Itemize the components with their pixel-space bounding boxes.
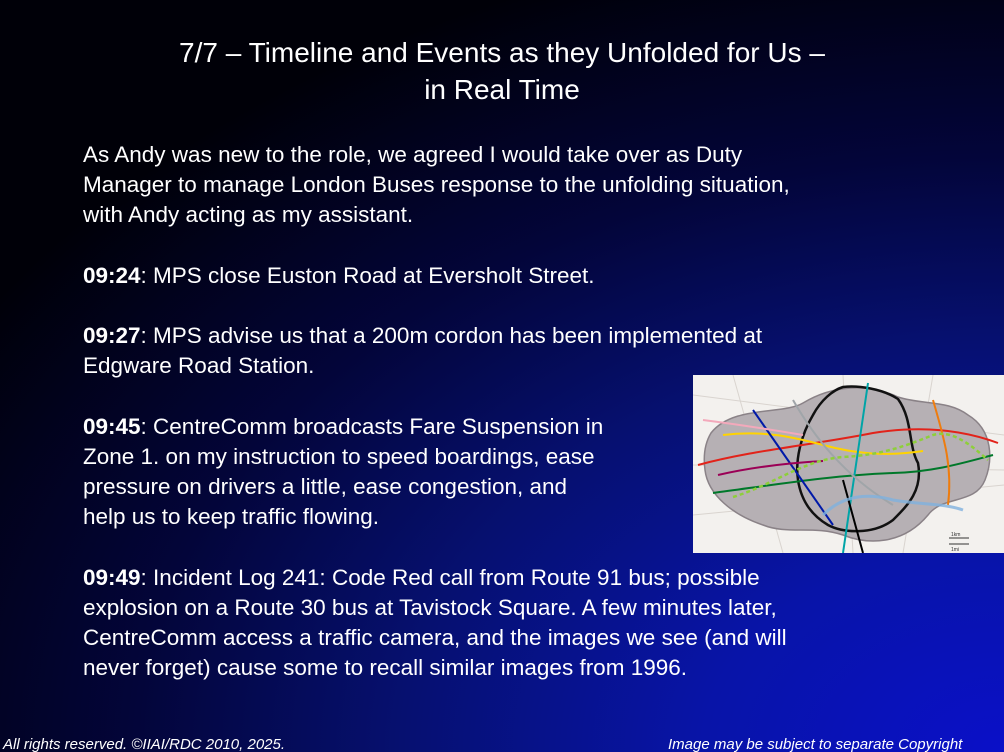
intro-line: with Andy acting as my assistant. (83, 202, 414, 228)
event-text: : MPS close Euston Road at Eversholt Street. (140, 262, 595, 288)
event-time: 09:24 (83, 262, 141, 288)
intro-line: Manager to manage London Buses response to the unfolding situation, (83, 172, 790, 198)
event-text: explosion on a Route 30 bus at Tavistock Square. A few minutes later, (83, 594, 777, 620)
event-text: : CentreComm broadcasts Fare Suspension in (140, 413, 604, 439)
footer-copyright: All rights reserved. ©IIAI/RDC 2010, 2025. (3, 736, 286, 752)
event-0924 (83, 261, 903, 291)
event-0945 (83, 412, 683, 533)
event-text: Edgware Road Station. (83, 353, 315, 379)
event-0927 (83, 321, 903, 381)
map-scale-km: 1km (951, 532, 961, 538)
intro-paragraph (83, 140, 903, 231)
event-text: : Incident Log 241: Code Red call from Route 91 bus; possible (140, 564, 760, 590)
event-time: 09:45 (83, 413, 141, 439)
event-time: 09:27 (83, 323, 141, 349)
zone-map-graphic (693, 375, 1004, 553)
event-text: pressure on drivers a little, ease congestion, and (83, 474, 568, 500)
event-text: never forget) cause some to recall similar images from 1996. (83, 655, 687, 681)
event-time: 09:49 (83, 564, 141, 590)
event-0949 (83, 563, 903, 684)
event-text: : MPS advise us that a 200m cordon has been implemented at (140, 323, 763, 349)
event-text: help us to keep traffic flowing. (83, 504, 380, 530)
slide-title-line-1: 7/7 – Timeline and Events as they Unfolded for Us – (179, 37, 825, 68)
slide-title (0, 34, 1004, 108)
intro-line: As Andy was new to the role, we agreed I would take over as Duty (83, 142, 743, 167)
event-text: Zone 1. on my instruction to speed boardings, ease (83, 443, 595, 469)
central-london-zone-map (693, 375, 1004, 553)
event-text: CentreComm access a traffic camera, and the images we see (and will (83, 625, 787, 651)
footer-image-notice: Image may be subject to separate Copyright (668, 736, 963, 752)
map-scale-mi: 1mi (951, 547, 960, 553)
slide-title-line-2: in Real Time (424, 74, 580, 105)
